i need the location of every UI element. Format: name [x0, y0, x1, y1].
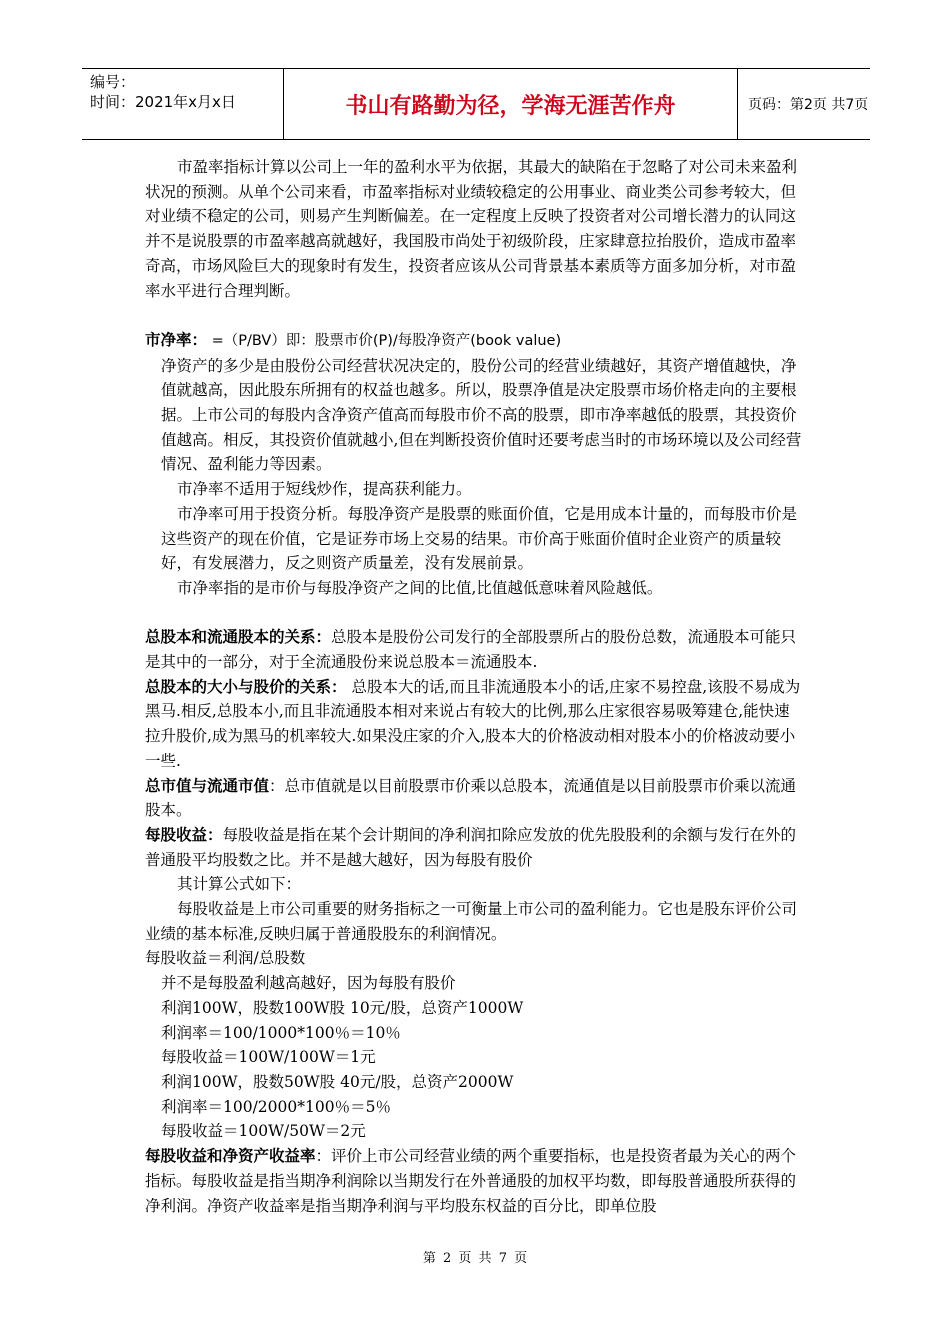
page-footer: 第 2 页 共 7 页 [422, 1251, 528, 1266]
eps-formula: 每股收益＝利润/总股数 [145, 949, 306, 968]
paragraph-market-value: 总市值与流通市值：总市值就是以目前股票市价乘以总股本，流通值是以目前股票市价乘以流通股本。 [145, 776, 797, 820]
term-market-value: 总市值与流通市值 [145, 776, 270, 795]
pb-heading [145, 328, 805, 354]
term-pb: 市净率： [145, 330, 208, 349]
pb-formula: =（P/BV）即：股票市价(P)/每股净资产(book value) [207, 332, 562, 349]
paragraph-eps-roe: 每股收益和净资产收益率：评价上市公司经营业绩的两个重要指标，也是投资者最为关心的两个指标。每股收益是指当期净利润除以当期发行在外普通股的加权平均数，即每股普通股所获得的净利润。净资产收益率是指当期净利润与平均股东权益的百分比，即单位股 [145, 1147, 797, 1215]
time-label: 时间：2021年x月x日 [90, 93, 236, 111]
term-eps: 每股收益： [145, 825, 223, 844]
term-total-vs-float: 总股本和流通股本的关系： [145, 628, 332, 647]
example-2-line-3: 每股收益＝100W/50W＝2元 [161, 1122, 366, 1141]
example-2-line-1: 利润100W，股数50W股 40元/股，总资产2000W [161, 1072, 514, 1091]
paragraph-eps: 每股收益：每股收益是指在某个会计期间的净利润扣除应发放的优先股股利的余额与发行在外的普通股平均股数之比。并不是越大越好，因为每股有股价 [145, 825, 797, 869]
page-header [82, 68, 870, 140]
example-1-line-3: 每股收益＝100W/100W＝1元 [161, 1048, 376, 1067]
term-share-size-price: 总股本的大小与股价的关系： [145, 677, 347, 696]
paragraph-total-vs-float: 总股本和流通股本的关系：总股本是股份公司发行的全部股票所占的股份总数，流通股本可能只是其中的一部分，对于全流通股份来说总股本＝流通股本. [145, 628, 797, 672]
header-motto: 书山有路勤为径，学海无涯苦作舟 [283, 69, 738, 139]
example-2-line-2: 利润率＝100/2000*100％＝5％ [161, 1097, 391, 1116]
paragraph-pb-2: 市净率不适用于短线炒作，提高获利能力。 [177, 480, 472, 499]
example-1-line-1: 利润100W，股数100W股 10元/股，总资产1000W [161, 998, 524, 1017]
header-info-cell [82, 69, 283, 139]
paragraph-eps-2: 每股收益是上市公司重要的财务指标之一可衡量上市公司的盈利能力。它也是股东评价公司业绩的基本标准,反映归属于普通股股东的利润情况。 [145, 900, 798, 943]
number-label: 编号： [90, 73, 136, 91]
term-eps-roe: 每股收益和净资产收益率 [145, 1147, 316, 1166]
paragraph-share-size-price: 总股本的大小与股价的关系： 总股本大的话,而且非流通股本小的话,庄家不易控盘,该股不易成为黑马.相反,总股本小,而且非流通股本相对来说占有较大的比例,那么庄家很容易吸筹建仓,能快速拉升股价,成为黑马的机率较大.如果没庄家的介入,股本大的价格波动相对股本小的价格波动要小一些. [145, 677, 801, 770]
paragraph-pb-1: 净资产的多少是由股份公司经营状况决定的，股份公司的经营业绩越好，其资产增值越快，净值就越高，因此股东所拥有的权益也越多。所以，股票净值是决定股票市场价格走向的主要根据。上市公司的每股内含净资产值高而每股市价不高的股票，即市净率越低的股票，其投资价值越高。相反，其投资价值就越小,但在判断投资价值时还要考虑当时的市场环境以及公司经营情况、盈利能力等因素。 [161, 356, 802, 474]
paragraph-pb-3: 市净率可用于投资分析。每股净资产是股票的账面价值，它是用成本计量的，而每股市价是这些资产的现在价值，它是证券市场上交易的结果。市价高于账面价值时企业资产的质量较好，有发展潜力，反之则资产质量差，没有发展前景。 [161, 504, 798, 573]
document-body [145, 155, 805, 1218]
header-page-info: 页码：第2页 共7页 [748, 97, 869, 113]
example-1-line-2: 利润率＝100/1000*100％＝10％ [161, 1023, 401, 1042]
paragraph-pb-4: 市净率指的是市价与每股净资产之间的比值,比值越低意味着风险越低。 [177, 578, 663, 597]
paragraph-pe-ratio: 市盈率指标计算以公司上一年的盈利水平为依据，其最大的缺陷在于忽略了对公司未来盈利状况的预测。从单个公司来看，市盈率指标对业绩较稳定的公用事业、商业类公司参考较大，但对业绩不稳定的公司，则易产生判断偏差。在一定程度上反映了投资者对公司增长潜力的认同这并不是说股票的市盈率越高就越好，我国股市尚处于初级阶段，庄家肆意拉抬股价，造成市盈率奇高，市场风险巨大的现象时有发生，投资者应该从公司背景基本素质等方面多加分析，对市盈率水平进行合理判断。 [145, 158, 798, 300]
eps-note: 并不是每股盈利越高越好，因为每股有股价 [161, 974, 456, 993]
eps-formula-intro: 其计算公式如下： [177, 875, 302, 894]
